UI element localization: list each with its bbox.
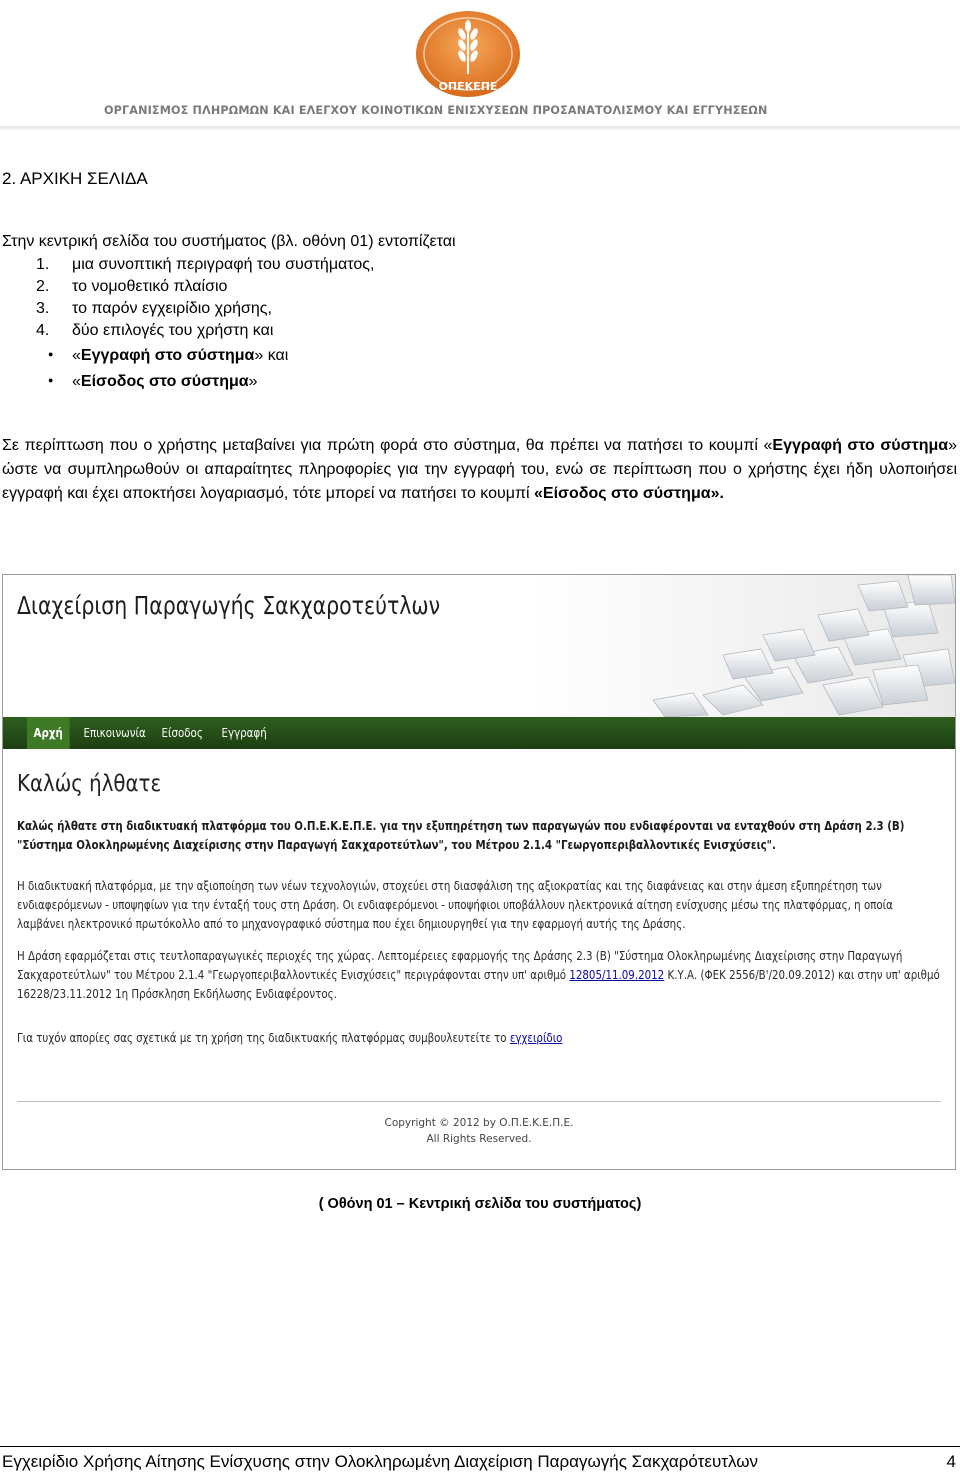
manual-paragraph: Για τυχόν απορίες σας σχετικά με τη χρήση της διαδικτυακής πλατφόρμας συμβουλευτείτε το εγχειρίδιο [17, 1031, 563, 1045]
list-item: 4. δύο επιλογές του χρήστη και [36, 322, 274, 339]
header-divider [0, 126, 960, 130]
bullet-list [48, 342, 288, 394]
welcome-paragraph: Καλώς ήλθατε στη διαδικτυακή πλατφόρμα του Ο.Π.Ε.Κ.Ε.Π.Ε. για την εξυπηρέτηση των παραγωγών που ενδιαφέρονται να ενταχθούν στη Δράση 2.3 (Β) "Σύστημα Ολοκληρωμένης Διαχείρισης στην Παραγωγή Σακχαροτεύτλων", του Μέτρου 2.1.4 "Γεωργοπεριβαλλοντικές Ενισχύσεις". [17, 819, 905, 852]
logo-text: ΟΠΕΚΕΠΕ [438, 80, 498, 93]
intro-text: Στην κεντρική σελίδα του συστήματος (βλ. οθόνη 01) εντοπίζεται [2, 233, 456, 250]
list-item: 1. μια συνοπτική περιγραφή του συστήματος, [36, 256, 375, 273]
site-banner [3, 575, 955, 717]
list-item: ● «Εγγραφή στο σύστημα» και [48, 342, 288, 368]
footer-divider [17, 1101, 941, 1102]
site-title: Διαχείριση Παραγωγής Σακχαροτεύτλων [17, 591, 441, 620]
opekepe-logo-icon [412, 8, 524, 100]
welcome-heading: Καλώς ήλθατε [17, 771, 162, 797]
list-item: ● «Είσοδος στο σύστημα» [48, 368, 288, 394]
list-item: 2. το νομοθετικό πλαίσιο [36, 278, 228, 295]
rights-line: All Rights Reserved. [426, 1133, 532, 1145]
numbered-list [36, 254, 374, 342]
section-title: 2. ΑΡΧΙΚΗ ΣΕΛΙΔΑ [2, 169, 148, 188]
nav-contact[interactable]: Επικοινωνία [83, 725, 146, 740]
instructions-paragraph: Σε περίπτωση που ο χρήστης μεταβαίνει για πρώτη φορά στο σύστημα, θα πρέπει να πατήσει το κουμπί «Εγγραφή στο σύστημα» ώστε να συμπληρωθούν οι απαραίτητες πληροφορίες για την εγγραφή του, ενώ σε περίπτωση που ο χρήστης έχει ήδη υλοποιήσει εγγραφή και έχει αποκτήσει λογαριασμό, τότε μπορεί να πατήσει το κουμπί «Είσοδος στο σύστημα». [2, 437, 957, 502]
footer-rule [0, 1446, 960, 1447]
copyright-line: Copyright © 2012 by Ο.Π.Ε.Κ.Ε.Π.Ε. [384, 1117, 574, 1129]
nav-home[interactable]: Αρχή [27, 717, 69, 749]
action-paragraph: Η Δράση εφαρμόζεται στις τευτλοπαραγωγικές περιοχές της χώρας. Λεπτομέρειες εφαρμογής της Δράσης 2.3 (Β) "Σύστημα Ολοκληρωμένης Διαχείρισης στην Παραγωγή Σακχαροτεύτλων" του Μέτρου 2.1.4 "Γεωργοπεριβαλλοντικές Ενισχύσεις" περιγράφονται στην υπ' αριθμό 12805/11.09.2012 Κ.Υ.Α. (ΦΕΚ 2556/Β'/20.09.2012) και στην υπ' αριθμό 16228/23.11.2012 1η Πρόσκληση Εκδήλωσης Ενδιαφέροντος. [17, 949, 940, 1001]
system-homepage-screenshot [2, 574, 956, 1170]
site-navbar [3, 717, 955, 749]
page-footer: Εγχειρίδιο Χρήσης Αίτησης Ενίσχυσης στην Ολοκληρωμένη Διαχείριση Παραγωγής Σακχαρότευτλων [2, 1452, 758, 1471]
figure-caption: ( Οθόνη 01 – Κεντρική σελίδα του συστήματος) [318, 1196, 642, 1212]
kya-link[interactable]: 12805/11.09.2012 [569, 968, 665, 982]
nav-register[interactable]: Εγγραφή [221, 725, 267, 740]
document-header [0, 0, 960, 135]
nav-login[interactable]: Είσοδος [161, 725, 203, 740]
platform-paragraph: Η διαδικτυακή πλατφόρμα, με την αξιοποίηση των νέων τεχνολογιών, στοχεύει στη διασφάλιση της αξιοκρατίας και της διαφάνειας και στην άμεση εξυπηρέτηση των ενδιαφερόμενων - υποψηφίων για την ένταξή τους στη Δράση. Οι ενδιαφερόμενοι - υποψήφιοι υποβάλλουν ηλεκτρονικά αίτηση ενίσχυσης μέσω της πλατφόρμας, η οποία λαμβάνει ηλεκτρονικό πρωτόκολλο από το μηχανογραφικό σύστημα που έχει δημιουργηθεί για την εφαρμογή αυτής της Δράσης. [17, 879, 893, 931]
list-item: 3. το παρόν εγχειρίδιο χρήσης, [36, 300, 272, 317]
page-number: 4 [946, 1452, 956, 1471]
organization-name: ΟΡΓΑΝΙΣΜΟΣ ΠΛΗΡΩΜΩΝ ΚΑΙ ΕΛΕΓΧΟΥ ΚΟΙΝΟΤΙΚΩΝ ΕΝΙΣΧΥΣΕΩΝ ΠΡΟΣΑΝΑΤΟΛΙΣΜΟΥ ΚΑΙ ΕΓΓΥΗΣΕΩΝ [104, 104, 768, 117]
manual-link[interactable]: εγχειρίδιο [509, 1031, 563, 1045]
